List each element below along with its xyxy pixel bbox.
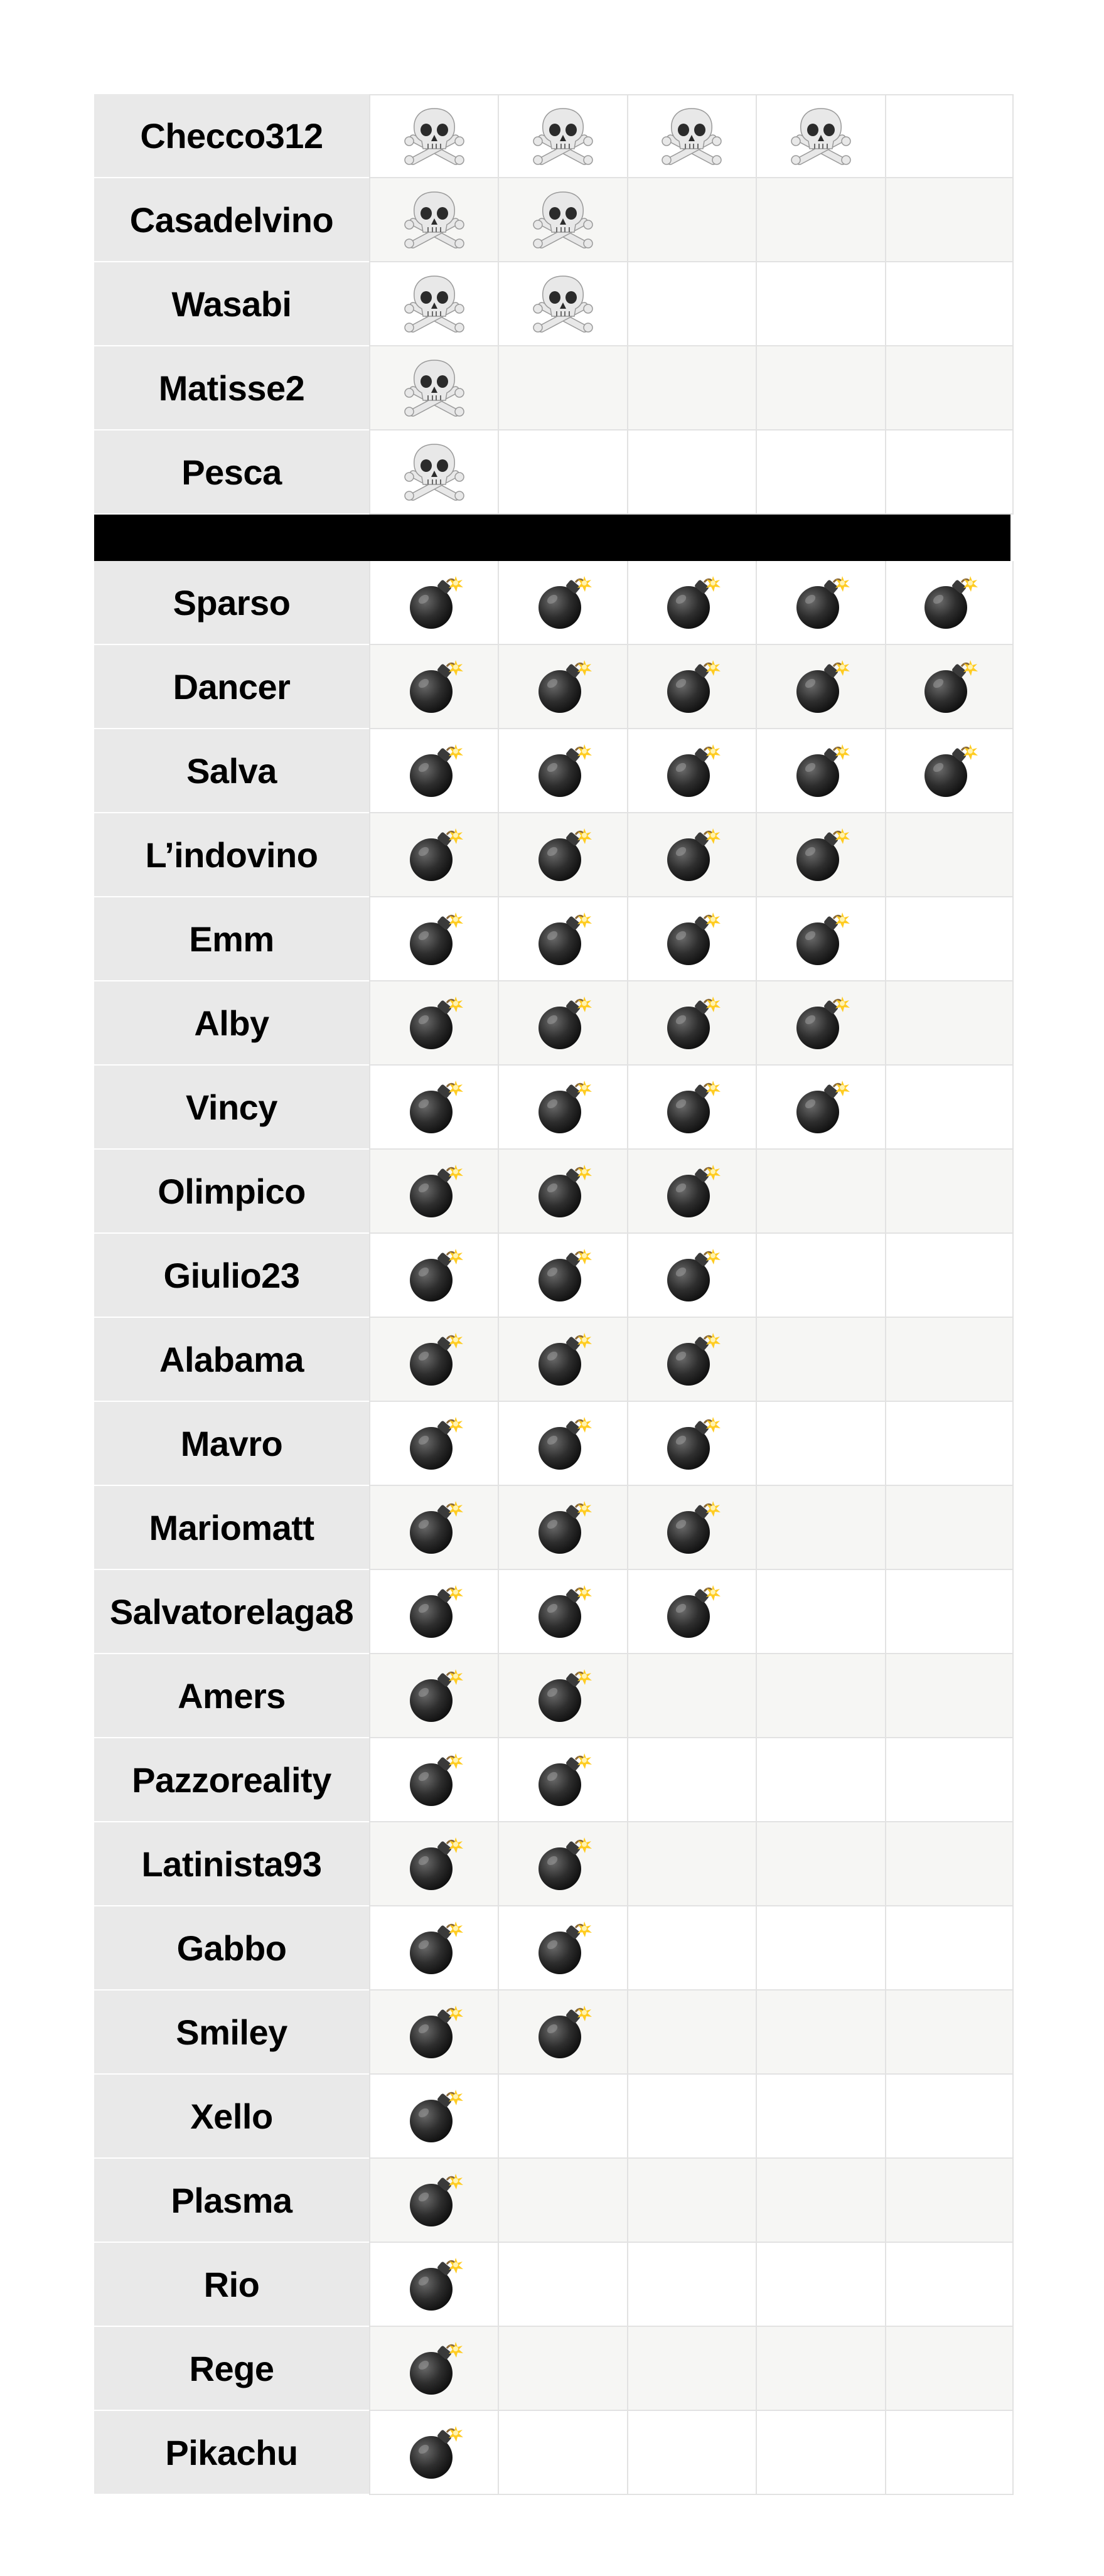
player-row (94, 1150, 1010, 1234)
player-name: Mavro (94, 1402, 369, 1486)
player-row (94, 2411, 1010, 2495)
bomb-icon (660, 1580, 723, 1643)
count-cell (756, 1402, 884, 1486)
player-name: Alabama (94, 1318, 369, 1402)
count-cell (498, 729, 626, 813)
count-cell (756, 1738, 884, 1822)
count-cell (627, 813, 756, 897)
player-name: Checco312 (94, 94, 369, 178)
bomb-icon (532, 991, 594, 1054)
bomb-icon (532, 1916, 594, 1979)
bomb-icon (660, 655, 723, 718)
count-cell (369, 430, 498, 515)
count-cell (885, 729, 1014, 813)
bomb-icon (532, 1748, 594, 1811)
bomb-icon (532, 1832, 594, 1895)
skull-crossbones-icon (403, 272, 466, 335)
player-row (94, 645, 1010, 729)
count-cell (756, 1318, 884, 1402)
player-name: Pesca (94, 430, 369, 515)
count-cell (627, 1991, 756, 2075)
count-cell (756, 262, 884, 346)
bomb-icon (403, 1076, 466, 1138)
count-cell (369, 262, 498, 346)
player-row (94, 262, 1010, 346)
player-name: Casadelvino (94, 178, 369, 262)
count-cell (498, 1066, 626, 1150)
player-name: Pazzoreality (94, 1738, 369, 1822)
bomb-icon (660, 739, 723, 802)
count-cell (627, 1066, 756, 1150)
count-cell (756, 430, 884, 515)
count-cell (756, 813, 884, 897)
count-cell (756, 1486, 884, 1570)
count-cell (498, 1486, 626, 1570)
count-cell (498, 178, 626, 262)
player-row (94, 1066, 1010, 1150)
bomb-icon (790, 571, 852, 634)
skull-crossbones-icon (660, 105, 723, 168)
count-cell (498, 813, 626, 897)
count-cell (627, 645, 756, 729)
scoreboard (94, 94, 1010, 2495)
count-cell (756, 645, 884, 729)
player-row (94, 1906, 1010, 1991)
count-cell (369, 1318, 498, 1402)
count-cell (756, 1991, 884, 2075)
count-cell (369, 897, 498, 981)
bomb-icon (403, 823, 466, 886)
count-cell (885, 1738, 1014, 1822)
count-cell (369, 1486, 498, 1570)
bomb-icon (660, 1244, 723, 1307)
count-cell (369, 1906, 498, 1991)
player-row (94, 1991, 1010, 2075)
player-name: Pikachu (94, 2411, 369, 2495)
count-cell (498, 1570, 626, 1654)
count-cell (885, 430, 1014, 515)
count-cell (885, 346, 1014, 430)
bomb-icon (403, 2253, 466, 2316)
player-row (94, 178, 1010, 262)
count-cell (627, 262, 756, 346)
count-cell (627, 94, 756, 178)
player-name: Plasma (94, 2159, 369, 2243)
count-cell (627, 1150, 756, 1234)
bomb-icon (532, 739, 594, 802)
player-row (94, 2159, 1010, 2243)
player-name: Sparso (94, 561, 369, 645)
count-cell (369, 1402, 498, 1486)
player-name: Mariomatt (94, 1486, 369, 1570)
player-name: Salvatorelaga8 (94, 1570, 369, 1654)
count-cell (627, 561, 756, 645)
count-cell (627, 2243, 756, 2327)
count-cell (885, 1822, 1014, 1906)
count-cell (498, 94, 626, 178)
count-cell (756, 2075, 884, 2159)
bomb-icon (532, 2001, 594, 2063)
player-name: Xello (94, 2075, 369, 2159)
count-cell (369, 346, 498, 430)
bomb-icon (790, 907, 852, 970)
count-cell (498, 346, 626, 430)
player-row (94, 1822, 1010, 1906)
count-cell (756, 981, 884, 1066)
player-name: Giulio23 (94, 1234, 369, 1318)
count-cell (369, 561, 498, 645)
count-cell (369, 2411, 498, 2495)
count-cell (498, 1234, 626, 1318)
count-cell (498, 1991, 626, 2075)
player-name: Wasabi (94, 262, 369, 346)
count-cell (885, 1234, 1014, 1318)
count-cell (885, 1991, 1014, 2075)
bomb-icon (403, 991, 466, 1054)
bomb-icon (660, 1328, 723, 1391)
count-cell (885, 645, 1014, 729)
count-cell (498, 430, 626, 515)
player-name: Matisse2 (94, 346, 369, 430)
bomb-icon (532, 1496, 594, 1559)
player-row (94, 729, 1010, 813)
count-cell (369, 1738, 498, 1822)
player-name: Rio (94, 2243, 369, 2327)
count-cell (885, 1402, 1014, 1486)
section-divider (94, 515, 1010, 561)
count-cell (885, 2075, 1014, 2159)
count-cell (369, 1991, 498, 2075)
bomb-icon (403, 2001, 466, 2063)
bomb-icon (532, 1580, 594, 1643)
count-cell (627, 2411, 756, 2495)
player-row (94, 1738, 1010, 1822)
count-cell (498, 1654, 626, 1738)
count-cell (885, 1066, 1014, 1150)
count-cell (498, 262, 626, 346)
bomb-icon (532, 907, 594, 970)
bomb-icon (403, 571, 466, 634)
bomb-icon (918, 739, 980, 802)
count-cell (885, 813, 1014, 897)
count-cell (885, 1486, 1014, 1570)
bomb-icon (403, 1916, 466, 1979)
player-name: Rege (94, 2327, 369, 2411)
eliminated-section (94, 94, 1010, 515)
player-name: Latinista93 (94, 1822, 369, 1906)
bomb-icon (403, 2421, 466, 2484)
count-cell (885, 1570, 1014, 1654)
count-cell (369, 2327, 498, 2411)
bomb-icon (660, 1076, 723, 1138)
player-row (94, 2075, 1010, 2159)
bomb-icon (403, 1496, 466, 1559)
count-cell (627, 430, 756, 515)
count-cell (498, 561, 626, 645)
skull-crossbones-icon (790, 105, 852, 168)
player-row (94, 561, 1010, 645)
skull-crossbones-icon (403, 441, 466, 503)
bomb-icon (403, 907, 466, 970)
player-name: Dancer (94, 645, 369, 729)
count-cell (498, 1738, 626, 1822)
count-cell (756, 346, 884, 430)
count-cell (756, 1150, 884, 1234)
bomb-icon (660, 991, 723, 1054)
player-row (94, 1570, 1010, 1654)
count-cell (627, 2159, 756, 2243)
count-cell (369, 813, 498, 897)
player-row (94, 2243, 1010, 2327)
count-cell (756, 1654, 884, 1738)
bomb-icon (660, 907, 723, 970)
skull-crossbones-icon (403, 105, 466, 168)
count-cell (498, 2411, 626, 2495)
count-cell (627, 1318, 756, 1402)
bomb-icon (403, 1580, 466, 1643)
player-row (94, 897, 1010, 981)
count-cell (885, 1318, 1014, 1402)
bomb-icon (403, 2169, 466, 2231)
active-section (94, 561, 1010, 2495)
count-cell (369, 94, 498, 178)
count-cell (756, 1066, 884, 1150)
count-cell (369, 2075, 498, 2159)
player-row (94, 981, 1010, 1066)
bomb-icon (660, 1160, 723, 1222)
count-cell (885, 2327, 1014, 2411)
bomb-icon (403, 739, 466, 802)
skull-crossbones-icon (532, 272, 594, 335)
count-cell (756, 2327, 884, 2411)
count-cell (756, 897, 884, 981)
player-name: Alby (94, 981, 369, 1066)
count-cell (756, 561, 884, 645)
bomb-icon (403, 2337, 466, 2400)
count-cell (498, 1402, 626, 1486)
count-cell (498, 2327, 626, 2411)
bomb-icon (660, 823, 723, 886)
player-row (94, 1234, 1010, 1318)
count-cell (369, 1654, 498, 1738)
count-cell (885, 981, 1014, 1066)
bomb-icon (918, 571, 980, 634)
count-cell (627, 729, 756, 813)
count-cell (627, 981, 756, 1066)
bomb-icon (532, 1244, 594, 1307)
count-cell (627, 897, 756, 981)
count-cell (627, 2075, 756, 2159)
count-cell (369, 178, 498, 262)
bomb-icon (790, 739, 852, 802)
count-cell (498, 1150, 626, 1234)
count-cell (369, 2159, 498, 2243)
bomb-icon (403, 1832, 466, 1895)
count-cell (756, 2411, 884, 2495)
count-cell (756, 1570, 884, 1654)
count-cell (885, 2159, 1014, 2243)
player-row (94, 430, 1010, 515)
player-name: Smiley (94, 1991, 369, 2075)
bomb-icon (790, 1076, 852, 1138)
count-cell (369, 1570, 498, 1654)
skull-crossbones-icon (532, 105, 594, 168)
count-cell (885, 178, 1014, 262)
bomb-icon (403, 1328, 466, 1391)
count-cell (627, 1738, 756, 1822)
count-cell (756, 2243, 884, 2327)
bomb-icon (532, 1076, 594, 1138)
count-cell (756, 94, 884, 178)
bomb-icon (403, 1160, 466, 1222)
player-name: Amers (94, 1654, 369, 1738)
bomb-icon (790, 655, 852, 718)
count-cell (369, 2243, 498, 2327)
count-cell (498, 645, 626, 729)
count-cell (369, 1822, 498, 1906)
count-cell (627, 1486, 756, 1570)
player-row (94, 1402, 1010, 1486)
player-row (94, 2327, 1010, 2411)
skull-crossbones-icon (532, 188, 594, 251)
player-name: Gabbo (94, 1906, 369, 1991)
count-cell (369, 729, 498, 813)
bomb-icon (918, 655, 980, 718)
player-row (94, 1318, 1010, 1402)
player-name: L’indovino (94, 813, 369, 897)
count-cell (885, 94, 1014, 178)
bomb-icon (532, 1328, 594, 1391)
count-cell (885, 561, 1014, 645)
count-cell (756, 1822, 884, 1906)
count-cell (756, 1906, 884, 1991)
bomb-icon (403, 2085, 466, 2147)
count-cell (369, 1234, 498, 1318)
bomb-icon (403, 1664, 466, 1727)
bomb-icon (790, 823, 852, 886)
count-cell (885, 2243, 1014, 2327)
bomb-icon (532, 655, 594, 718)
count-cell (756, 1234, 884, 1318)
count-cell (885, 1150, 1014, 1234)
bomb-icon (660, 571, 723, 634)
bomb-icon (403, 1244, 466, 1307)
count-cell (498, 981, 626, 1066)
count-cell (498, 2159, 626, 2243)
count-cell (756, 178, 884, 262)
count-cell (885, 2411, 1014, 2495)
player-name: Vincy (94, 1066, 369, 1150)
player-row (94, 1654, 1010, 1738)
count-cell (498, 2075, 626, 2159)
count-cell (369, 645, 498, 729)
bomb-icon (660, 1412, 723, 1475)
player-row (94, 94, 1010, 178)
count-cell (756, 2159, 884, 2243)
player-name: Salva (94, 729, 369, 813)
bomb-icon (790, 991, 852, 1054)
bomb-icon (532, 571, 594, 634)
bomb-icon (532, 1664, 594, 1727)
count-cell (498, 897, 626, 981)
count-cell (756, 729, 884, 813)
count-cell (627, 1654, 756, 1738)
count-cell (627, 1822, 756, 1906)
count-cell (627, 1234, 756, 1318)
count-cell (627, 1570, 756, 1654)
count-cell (369, 1150, 498, 1234)
count-cell (627, 2327, 756, 2411)
player-row (94, 1486, 1010, 1570)
bomb-icon (403, 655, 466, 718)
count-cell (627, 1906, 756, 1991)
count-cell (498, 2243, 626, 2327)
count-cell (498, 1822, 626, 1906)
count-cell (498, 1906, 626, 1991)
skull-crossbones-icon (403, 188, 466, 251)
player-name: Emm (94, 897, 369, 981)
count-cell (627, 346, 756, 430)
count-cell (627, 178, 756, 262)
bomb-icon (532, 1160, 594, 1222)
count-cell (369, 1066, 498, 1150)
player-name: Olimpico (94, 1150, 369, 1234)
player-row (94, 346, 1010, 430)
count-cell (885, 1906, 1014, 1991)
bomb-icon (532, 1412, 594, 1475)
count-cell (885, 262, 1014, 346)
bomb-icon (403, 1748, 466, 1811)
player-row (94, 813, 1010, 897)
count-cell (885, 1654, 1014, 1738)
count-cell (885, 897, 1014, 981)
bomb-icon (660, 1496, 723, 1559)
count-cell (498, 1318, 626, 1402)
skull-crossbones-icon (403, 356, 466, 419)
count-cell (627, 1402, 756, 1486)
bomb-icon (532, 823, 594, 886)
count-cell (369, 981, 498, 1066)
bomb-icon (403, 1412, 466, 1475)
